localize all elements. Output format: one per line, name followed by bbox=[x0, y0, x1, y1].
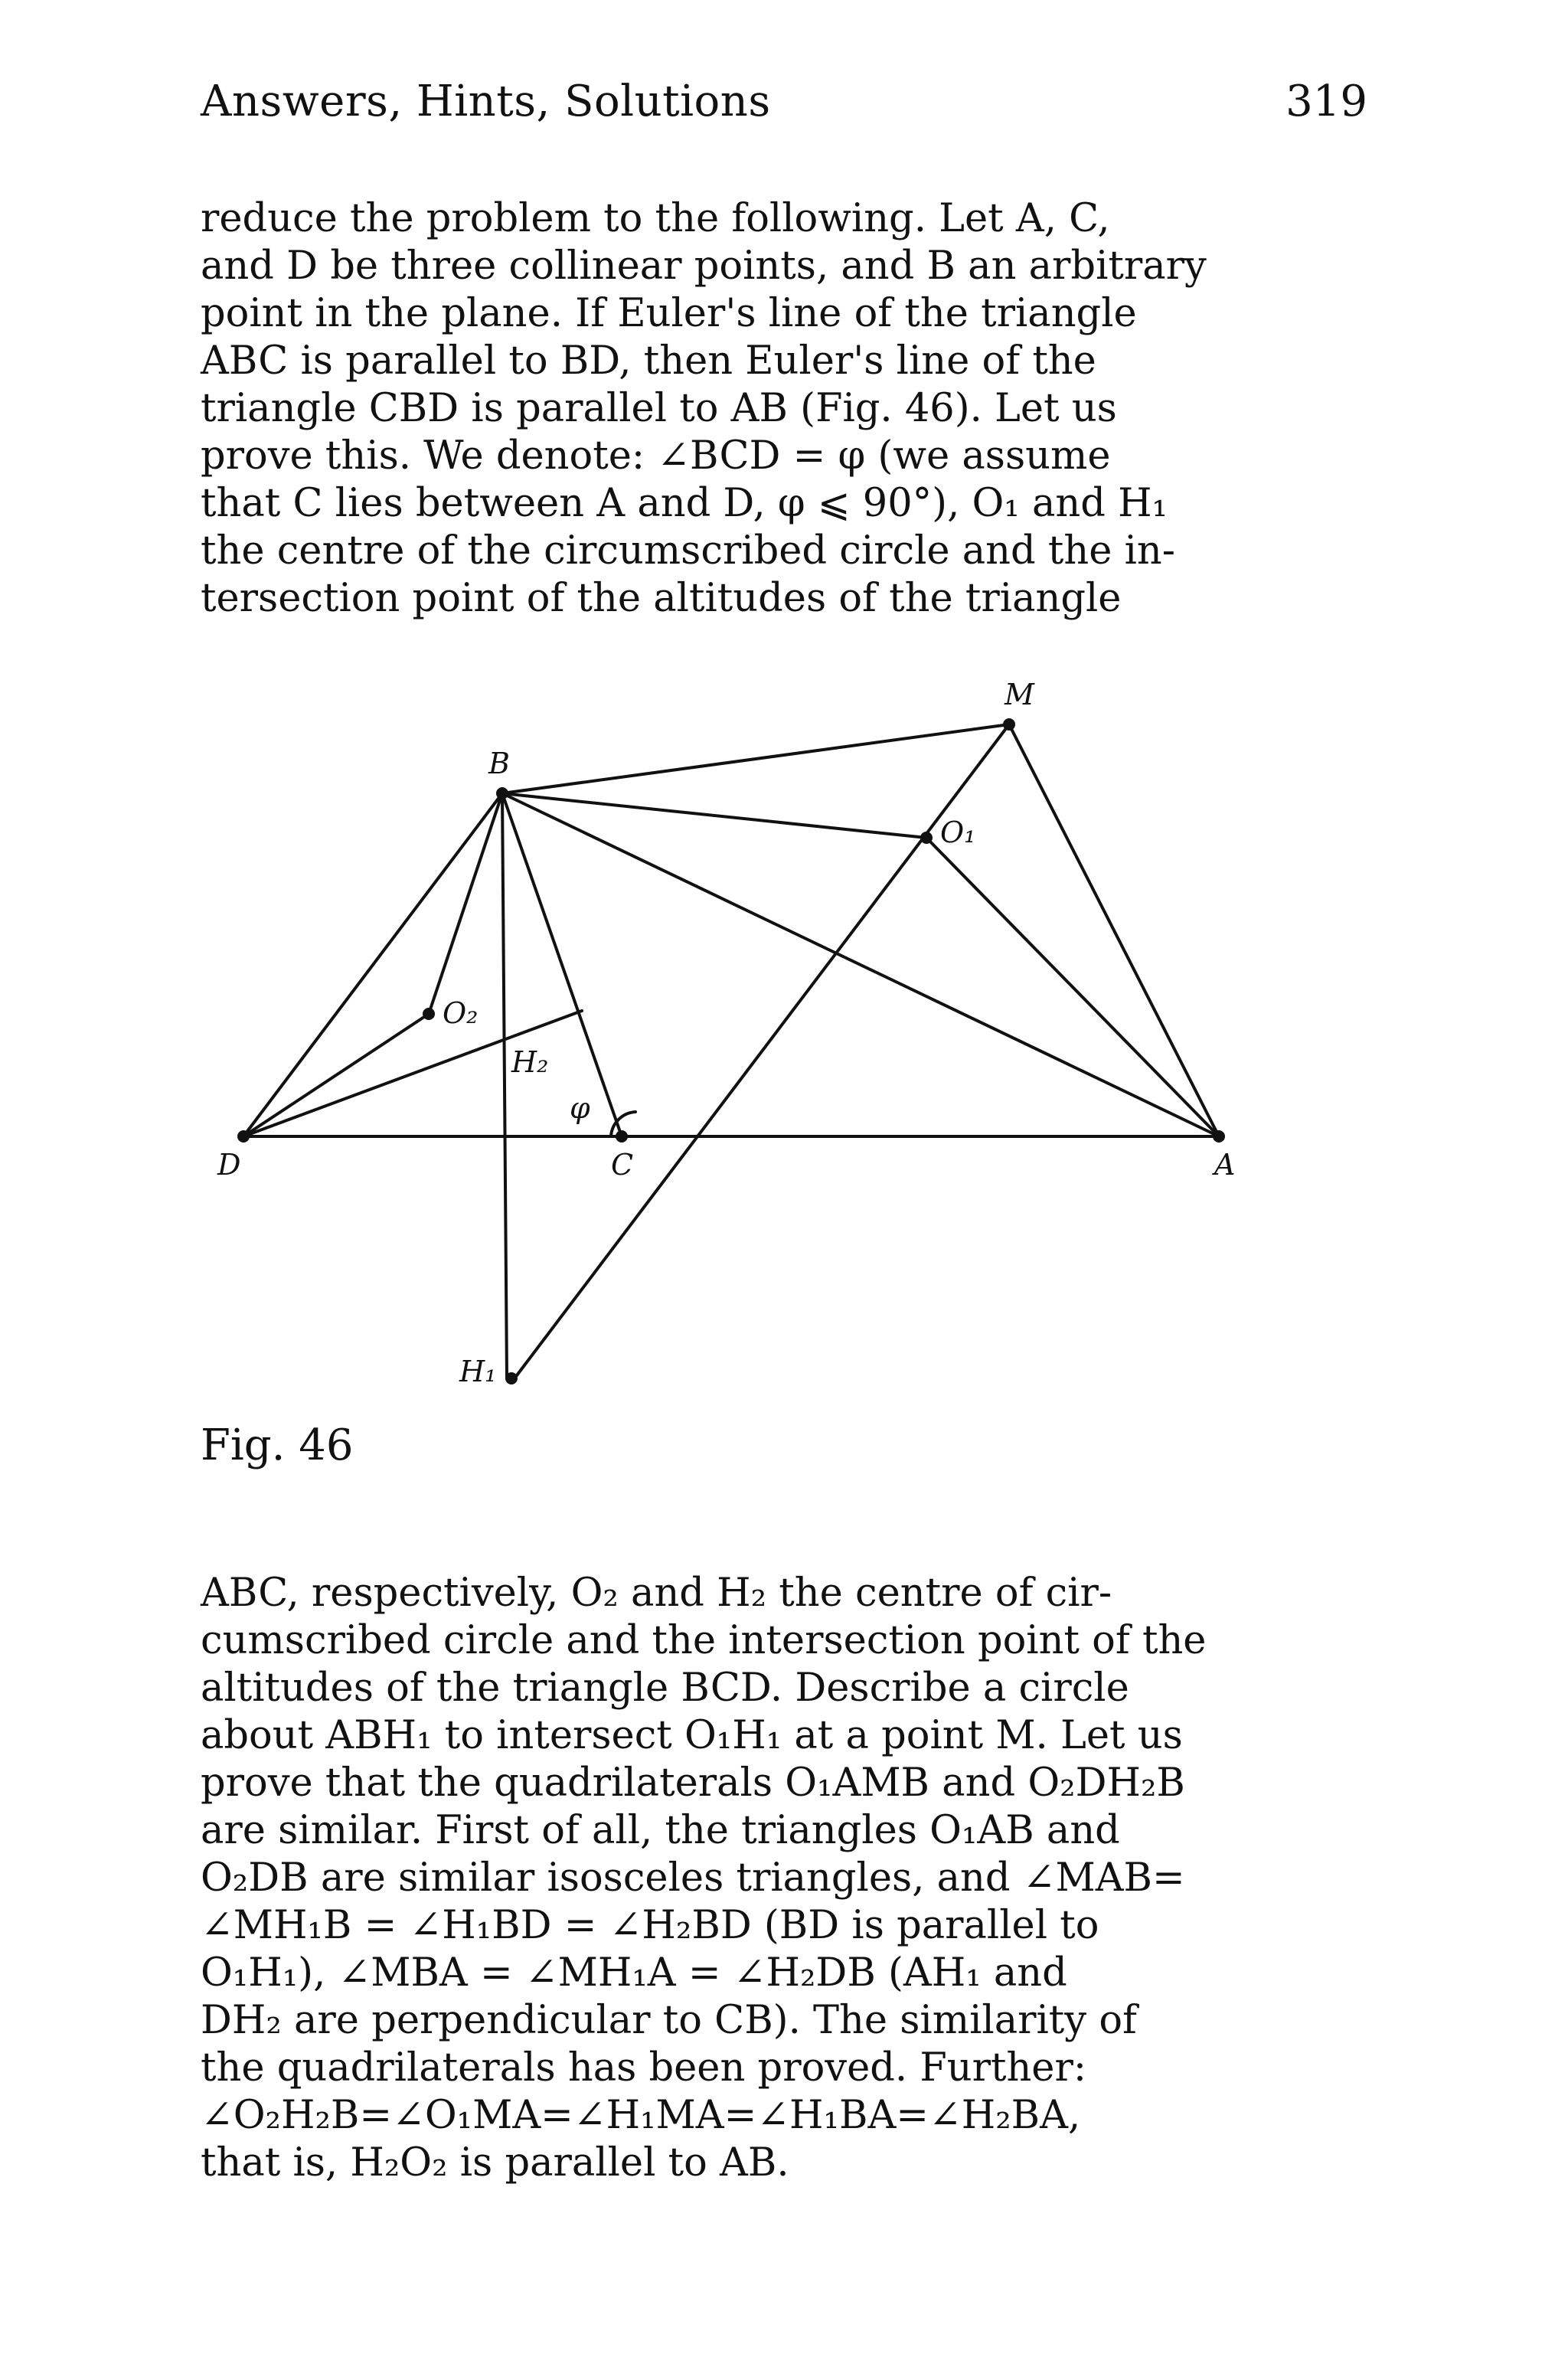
text-line: that C lies between A and D, φ ⩽ 90°), O₁ and H₁ bbox=[201, 481, 1168, 526]
text-line: cumscribed circle and the intersection point of the bbox=[201, 1618, 1207, 1663]
text-line: and D be three collinear points, and B an arbitrary bbox=[201, 244, 1207, 289]
point-M bbox=[1003, 718, 1015, 731]
segment-B-M bbox=[502, 724, 1009, 793]
running-title: Answers, Hints, Solutions bbox=[201, 77, 771, 126]
text-line: ABC, respectively, O₂ and H₂ the centre of cir- bbox=[201, 1571, 1112, 1616]
text-line: prove that the quadrilaterals O₁AMB and O₂DH₂B bbox=[201, 1760, 1185, 1806]
text-line: ∠MH₁B = ∠H₁BD = ∠H₂BD (BD is parallel to bbox=[201, 1903, 1099, 1948]
segment-M-A bbox=[1009, 724, 1219, 1136]
label-M: M bbox=[1004, 678, 1034, 711]
segment-B-A bbox=[502, 793, 1219, 1136]
point-A bbox=[1213, 1130, 1225, 1143]
text-line: are similar. First of all, the triangles O₁AB and bbox=[201, 1808, 1120, 1853]
label-O1: O₁ bbox=[940, 816, 976, 849]
text-line: prove this. We denote: ∠BCD = φ (we assume bbox=[201, 433, 1111, 479]
text-line: DH₂ are perpendicular to CB). The similarity of bbox=[201, 1998, 1137, 2043]
text-line: that is, H₂O₂ is parallel to AB. bbox=[201, 2140, 789, 2185]
text-line: the quadrilaterals has been proved. Further: bbox=[201, 2045, 1087, 2091]
text-line: the centre of the circumscribed circle and the in- bbox=[201, 528, 1176, 574]
label-A: A bbox=[1214, 1148, 1236, 1182]
text-line: triangle CBD is parallel to AB (Fig. 46). Let us bbox=[201, 386, 1117, 431]
label-H1: H₁ bbox=[459, 1355, 497, 1388]
label-C: C bbox=[611, 1148, 634, 1182]
text-line: point in the plane. If Euler's line of the triangle bbox=[201, 291, 1137, 336]
paragraph-bottom bbox=[201, 1570, 1380, 2187]
point-H1 bbox=[505, 1372, 518, 1385]
figure-caption: Fig. 46 bbox=[201, 1420, 354, 1470]
point-D bbox=[237, 1130, 250, 1143]
label-D: D bbox=[217, 1148, 241, 1182]
point-O2 bbox=[423, 1008, 435, 1020]
page-header bbox=[201, 77, 1367, 130]
text-line: reduce the problem to the following. Let A, C, bbox=[201, 196, 1110, 241]
text-line: about ABH₁ to intersect O₁H₁ at a point M. Let us bbox=[201, 1713, 1183, 1758]
label-O2: O₂ bbox=[443, 996, 479, 1030]
label-H2: H₂ bbox=[511, 1045, 549, 1079]
label-phi: φ bbox=[570, 1091, 590, 1125]
text-line: altitudes of the triangle BCD. Describe a circle bbox=[201, 1666, 1129, 1711]
segment-D-O2 bbox=[243, 1014, 429, 1136]
segment-B-C bbox=[502, 793, 622, 1136]
segment-B-D bbox=[243, 793, 502, 1136]
segment-O2-B bbox=[429, 793, 502, 1014]
label-B: B bbox=[488, 747, 510, 780]
text-line: O₂DB are similar isosceles triangles, and ∠MAB= bbox=[201, 1855, 1185, 1901]
text-line: tersection point of the altitudes of the triangle bbox=[201, 576, 1122, 621]
point-B bbox=[496, 787, 508, 799]
segment-B-O1 bbox=[502, 793, 926, 838]
geometry-figure bbox=[201, 674, 1380, 1486]
point-C bbox=[616, 1130, 628, 1143]
segment-O1-A bbox=[926, 838, 1219, 1136]
text-line: ∠O₂H₂B=∠O₁MA=∠H₁MA=∠H₁BA=∠H₂BA, bbox=[201, 2093, 1081, 2138]
text-line: ABC is parallel to BD, then Euler's line of the bbox=[201, 338, 1096, 384]
text-line: O₁H₁), ∠MBA = ∠MH₁A = ∠H₂DB (AH₁ and bbox=[201, 1950, 1067, 1996]
segment-B-H1 bbox=[502, 793, 507, 1378]
segment-M-H1 bbox=[514, 724, 1009, 1378]
paragraph-top bbox=[201, 195, 1380, 623]
point-O1 bbox=[920, 832, 933, 844]
page-number: 319 bbox=[1285, 77, 1367, 126]
